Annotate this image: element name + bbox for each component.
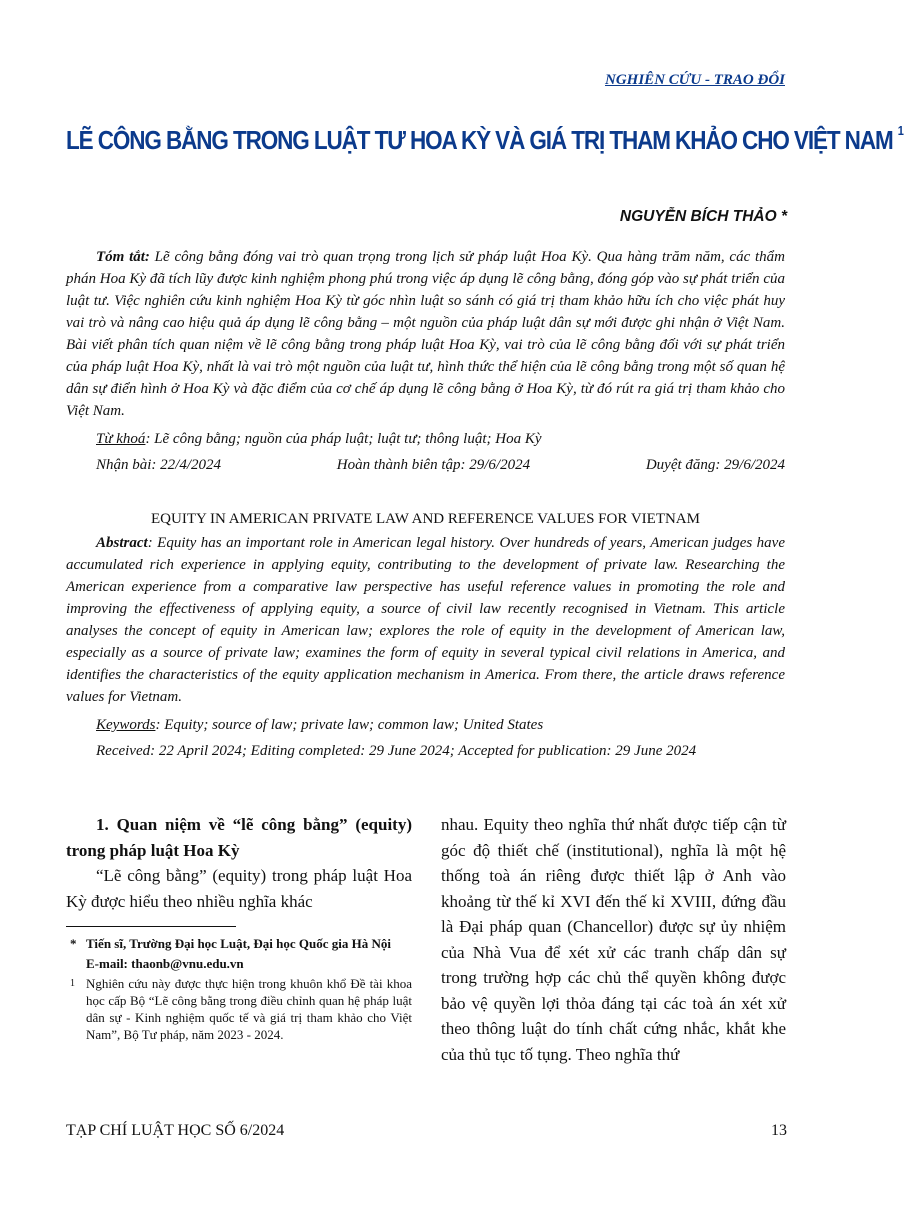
- footnote-email: E-mail: thaonb@vnu.edu.vn: [86, 956, 244, 971]
- keywords-en-text: : Equity; source of law; private law; common law; United States: [155, 717, 544, 733]
- english-title: EQUITY IN AMERICAN PRIVATE LAW AND REFERENCE VALUES FOR VIETNAM: [151, 511, 700, 527]
- abstract-en-paragraph: [66, 532, 785, 708]
- footnote-1-text: Nghiên cứu này được thực hiện trong khuôn khổ Đề tài khoa học cấp Bộ “Lẽ công bằng trong điều chỉnh quan hệ pháp luật dân sự - Kinh nghiệm quốc tế và giá trị tham khảo cho Việt Nam”, Bộ Tư pháp, năm 2023 - 2024.: [86, 976, 412, 1042]
- author-name: NGUYỄN BÍCH THẢO *: [619, 208, 787, 225]
- body-right-column: [441, 812, 786, 1067]
- footnote-divider: [66, 926, 236, 927]
- received-date: Nhận bài: 22/4/2024: [96, 457, 222, 473]
- dates-vi: [66, 454, 785, 476]
- left-paragraph: “Lẽ công bằng” (equity) trong pháp luật Hoa Kỳ được hiểu theo nhiều nghĩa khác: [66, 866, 412, 911]
- abstract-vi-label: Tóm tắt:: [96, 249, 150, 265]
- footnote-1: [66, 975, 412, 1043]
- abstract-vi-text: Lẽ công bằng đóng vai trò quan trọng trong lịch sử pháp luật Hoa Kỳ. Qua hàng trăm năm, các thẩm phán Hoa Kỳ đã tích lũy được kinh nghiệm phong phú trong việc áp dụng lẽ công bằng, đóng góp vào sự phát triển của luật tư. Việc nghiên cứu kinh nghiệm Hoa Kỳ từ góc nhìn luật so sánh có giá trị tham khảo hữu ích cho việc phát huy vai trò và nâng cao hiệu quả áp dụng lẽ công bằng – một nguồn của pháp luật dân sự mới được ghi nhận ở Việt Nam. Bài viết phân tích quan niệm về lẽ công bằng trong pháp luật Hoa Kỳ, vai trò của lẽ công bằng đối với sự phát triển của pháp luật Hoa Kỳ, nhất là vai trò một nguồn của luật tư, hình thức thể hiện của lẽ công bằng trong một số quan hệ dân sự điển hình ở Hoa Kỳ và đặc điểm của cơ chế áp dụng lẽ công bằng ở Hoa Kỳ, từ đó rút ra giá trị tham khảo cho Việt Nam.: [66, 249, 785, 419]
- footnote-author-affiliation: Tiến sĩ, Trường Đại học Luật, Đại học Quốc gia Hà Nội: [86, 936, 392, 951]
- accepted-date: Duyệt đăng: 29/6/2024: [645, 457, 785, 473]
- keywords-vi: [66, 428, 785, 450]
- section-tag: NGHIÊN CỨU - TRAO ĐỔI: [605, 72, 785, 88]
- title-text: LẼ CÔNG BẰNG TRONG LUẬT TƯ HOA KỲ VÀ GIÁ TRỊ THAM KHẢO CHO VIỆT NAM: [66, 126, 893, 155]
- page-footer: [66, 1122, 787, 1140]
- footnote-email-spacer: [66, 955, 86, 972]
- footnote-author-mark: *: [70, 936, 77, 951]
- page-number: 13: [771, 1122, 787, 1139]
- body-left-column: [66, 812, 412, 1043]
- journal-name: TẠP CHÍ LUẬT HỌC SỐ 6/2024: [66, 1122, 285, 1139]
- section-heading: 1. Quan niệm về “lẽ công bằng” (equity) trong pháp luật Hoa Kỳ: [66, 815, 412, 860]
- abstract-en-label: Abstract: [96, 535, 148, 551]
- dates-en: Received: 22 April 2024; Editing completed: 29 June 2024; Accepted for publication: 29 June 2024: [96, 743, 697, 759]
- keywords-en-label: Keywords: [96, 717, 156, 733]
- abstract-en-text: : Equity has an important role in American legal history. Over hundreds of years, American judges have accumulated rich experience in applying equity, contributing to the development of private law. Researching the American experience from a comparative law perspective has useful reference values in promoting the role and improving the effectiveness of applying equity, a source of civil law recently recognised in Vietnam. This article analyses the concept of equity in American law; explores the role of equity in the development of American law, especially as a source of private law; examines the form of equity in several typical civil relations in America, and identifies the characteristics of the equity application mechanism in America. From there, the article draws reference values for Vietnam.: [66, 535, 785, 705]
- footnote-author: [66, 935, 412, 952]
- keywords-en: [66, 714, 785, 736]
- vietnamese-abstract: [66, 246, 785, 476]
- title-footnote-mark: 1: [897, 124, 904, 139]
- english-abstract: [66, 508, 785, 762]
- footnote-email-row: [66, 955, 412, 972]
- footnote-1-mark: 1: [70, 978, 75, 989]
- edited-date: Hoàn thành biên tập: 29/6/2024: [336, 457, 531, 473]
- article-title: [66, 124, 904, 156]
- keywords-vi-text: : Lẽ công bằng; nguồn của pháp luật; luật tư; thông luật; Hoa Kỳ: [145, 431, 542, 447]
- keywords-vi-label: Từ khoá: [96, 431, 146, 447]
- abstract-vi-paragraph: [66, 246, 785, 422]
- right-paragraph: nhau. Equity theo nghĩa thứ nhất được tiếp cận từ góc độ thiết chế (institutional), nghĩa là một hệ thống toà án riêng được thiết lập ở Anh vào khoảng từ thế kỉ XVI đến thế kỉ XVIII, đứng đầu là Đại pháp quan (Chancellor) được sự ủy nhiệm của Nhà Vua để xét xử các tranh chấp dân sự trong trường hợp các chủ thể quyền không được bảo vệ quyền lợi thỏa đáng tại các toà án xét xử theo thông luật do tính chất cứng nhắc, khắt khe của thủ tục tố tụng. Theo nghĩa thứ: [441, 815, 786, 1064]
